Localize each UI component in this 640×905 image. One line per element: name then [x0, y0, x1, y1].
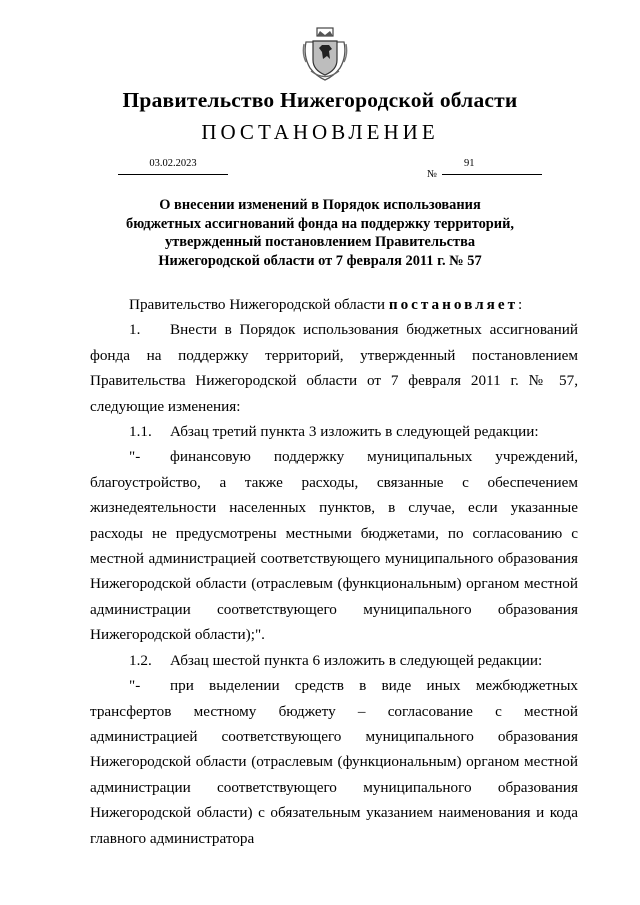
- government-name: Правительство Нижегородской области: [122, 88, 518, 112]
- number-sign: №: [427, 169, 438, 180]
- title-line: О внесении изменений в Порядок использования: [159, 197, 481, 213]
- document-number: 91: [464, 158, 475, 169]
- title-line: утвержденный постановлением Правительства: [164, 234, 476, 250]
- item-1-2-quote: [90, 673, 578, 851]
- document-type: ПОСТАНОВЛЕНИЕ: [201, 120, 439, 144]
- item-1-1: [90, 419, 578, 444]
- quote-text: финансовую поддержку муниципальных учреждений, благоустройство, а также расходы, связанные с обеспечением жизнедеятельности населенных пунктов, в случае, если указанные расходы не предусмотрены местными бюджетами, по согласованию с местной администрацией соответствующего муниципального образования Нижегородской области (отраслевым (функциональным) органом местной администрации соответствующего муниципального образования Нижегородской области);".: [90, 448, 578, 644]
- number-underline: [442, 172, 542, 175]
- date-underline: [118, 172, 228, 175]
- date-field: [118, 158, 228, 175]
- item-text: Внести в Порядок использования бюджетных ассигнований фонда на поддержку территорий, утвержденный постановлением Правительства Нижегородской области от 7 февраля 2011 г. № 57, следующие изменения:: [90, 321, 578, 415]
- quote-text: при выделении средств в виде иных межбюджетных трансфертов местному бюджету – согласование с местной администрацией соответствующего муниципального образования Нижегородской области (отраслевым (функциональным) органом местной администрации соответствующего муниципального образования Нижегородской области) с обязательным указанием наименования и кода главного администратора: [90, 677, 578, 847]
- coat-of-arms-icon: [302, 26, 348, 82]
- number-field: [442, 158, 542, 175]
- item-1-1-quote: [90, 444, 578, 647]
- item-number: 1.1.: [129, 423, 152, 441]
- item-1-2: [90, 648, 578, 673]
- item-text: Абзац третий пункта 3 изложить в следующей редакции:: [170, 423, 539, 441]
- quote-mark: "-: [129, 677, 141, 695]
- item-number: 1.: [129, 321, 141, 339]
- document-body: [90, 292, 578, 851]
- preamble-end: :: [518, 296, 523, 313]
- title-line: Нижегородской области от 7 февраля 2011 г. № 57: [158, 252, 482, 269]
- item-1: [90, 317, 578, 419]
- document-date: 03.02.2023: [149, 158, 197, 169]
- preamble-text: Правительство Нижегородской области: [129, 296, 389, 313]
- preamble: [90, 292, 578, 317]
- preamble-action: постановляет: [388, 296, 519, 313]
- title-line: бюджетных ассигнований фонда на поддержку территорий,: [126, 215, 514, 232]
- quote-mark: "-: [129, 448, 141, 466]
- item-number: 1.2.: [129, 651, 152, 669]
- item-text: Абзац шестой пункта 6 изложить в следующей редакции:: [170, 651, 543, 669]
- document-title: [100, 196, 540, 270]
